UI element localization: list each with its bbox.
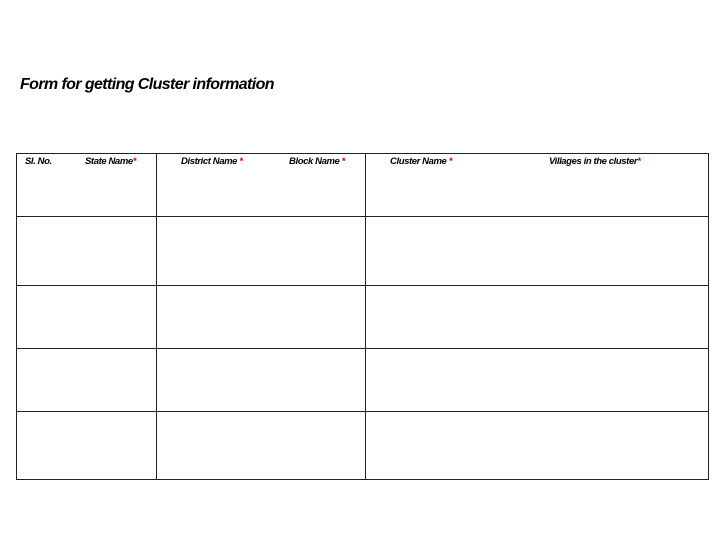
table-cell-cluster-villages[interactable]	[366, 349, 709, 412]
cluster-info-table	[16, 153, 709, 480]
required-marker: *	[341, 156, 345, 167]
header-state-name-label: State Name	[85, 156, 133, 167]
header-cell-district-block	[157, 154, 366, 217]
table-cell-sl-state[interactable]	[17, 412, 157, 480]
table-row	[17, 412, 709, 480]
header-villages-label: Villages in the cluster	[549, 156, 638, 167]
table-cell-sl-state[interactable]	[17, 349, 157, 412]
header-villages	[549, 156, 640, 167]
table-cell-sl-state[interactable]	[17, 286, 157, 349]
table-cell-cluster-villages[interactable]	[366, 412, 709, 480]
header-sl-no: Sl. No.	[25, 156, 52, 167]
table-cell-sl-state[interactable]	[17, 217, 157, 286]
header-district-name-label: District Name	[181, 156, 238, 167]
required-marker: *	[448, 156, 453, 167]
table-cell-cluster-villages[interactable]	[366, 217, 709, 286]
table-cell-district-block[interactable]	[157, 412, 366, 480]
table-row	[17, 217, 709, 286]
header-cluster-name	[390, 156, 452, 167]
header-cell-sl-state	[17, 154, 157, 217]
required-marker: *	[239, 156, 243, 167]
header-cluster-name-label: Cluster Name	[390, 156, 447, 167]
header-district-name	[181, 156, 243, 167]
table-row	[17, 286, 709, 349]
table-cell-district-block[interactable]	[157, 286, 366, 349]
table-cell-district-block[interactable]	[157, 349, 366, 412]
table-row	[17, 349, 709, 412]
table-cell-district-block[interactable]	[157, 217, 366, 286]
header-state-name	[85, 156, 136, 167]
header-cell-cluster-villages	[366, 154, 709, 217]
required-marker: *	[637, 156, 641, 167]
table-cell-cluster-villages[interactable]	[366, 286, 709, 349]
page-title: Form for getting Cluster information	[20, 76, 274, 93]
table-header-row	[17, 154, 709, 217]
header-block-name	[289, 156, 345, 167]
header-block-name-label: Block Name	[289, 156, 340, 167]
required-marker: *	[132, 156, 137, 167]
